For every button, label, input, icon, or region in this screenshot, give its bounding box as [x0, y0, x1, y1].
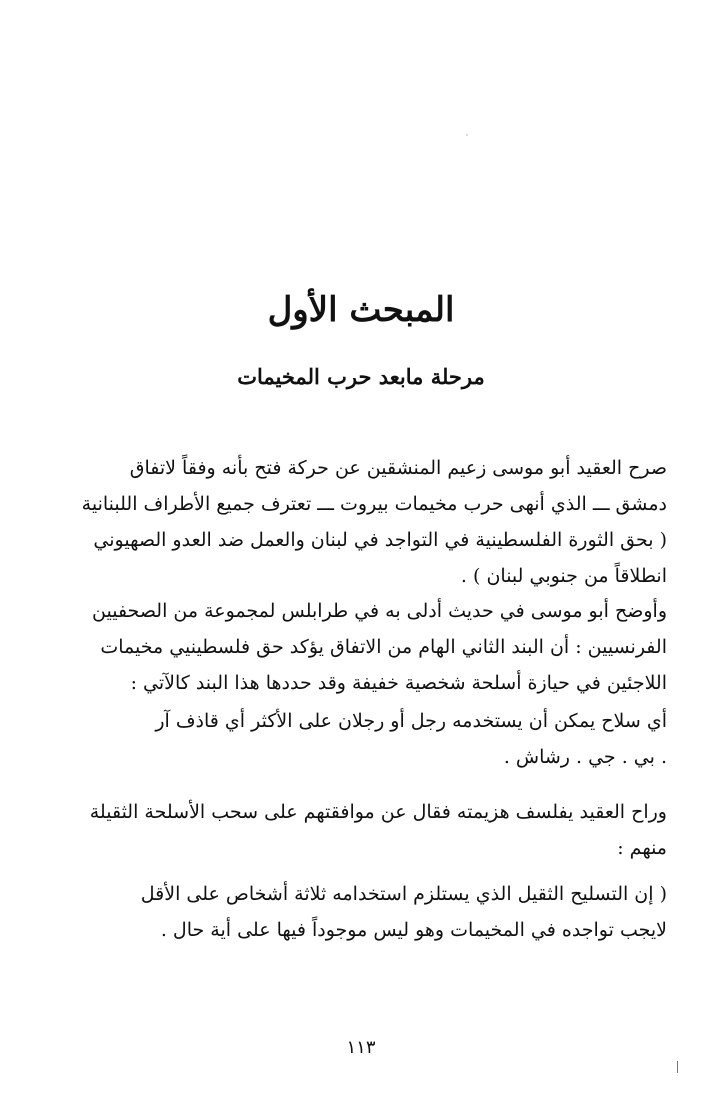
text-line: انطلاقاً من جنوبي لبنان ) .	[460, 565, 667, 587]
paragraph-5	[47, 876, 667, 948]
text-line: صرح العقيد أبو موسى زعيم المنشقين عن حركة فتح بأنه وفقاً لاتفاق	[129, 457, 667, 479]
section-title: المبحث الأول	[267, 290, 455, 330]
text-line: اللاجئين في حيازة أسلحة شخصية خفيفة وقد حددها هذا البند كالآتي :	[130, 672, 667, 694]
text-line: . بي . جي . رشاش .	[503, 746, 667, 768]
text-line: ( بحق الثورة الفلسطينية في التواجد في لبنان والعمل ضد العدو الصهيوني	[93, 529, 667, 551]
paragraph-2	[47, 593, 667, 701]
text-line: الفرنسيين : أن البند الثاني الهام من الاتفاق يؤكد حق فلسطينيي مخيمات	[100, 636, 667, 658]
text-line: ( إن التسليح الثقيل الذي يستلزم استخدامه ثلاثة أشخاص على الأقل	[140, 883, 667, 905]
text-line: أي سلاح يمكن أن يستخدمه رجل أو رجلان على الأكثر أي قاذف آر	[155, 710, 667, 732]
section-subtitle: مرحلة مابعد حرب المخيمات	[237, 364, 485, 389]
margin-mark	[677, 1061, 678, 1073]
text-line: وراح العقيد يفلسف هزيمته فقال عن موافقتهم على سحب الأسلحة الثقيلة	[89, 801, 667, 823]
paragraph-1	[47, 450, 667, 594]
paragraph-4	[47, 794, 667, 866]
paragraph-3	[47, 703, 667, 775]
text-line: وأوضح أبو موسى في حديث أدلى به في طرابلس لمجموعة من الصحفيين	[92, 600, 667, 622]
text-line: منهم :	[617, 837, 667, 859]
text-line: دمشق ـــ الذي أنهى حرب مخيمات بيروت ـــ تعترف جميع الأطراف اللبنانية	[81, 493, 667, 515]
scan-speck	[466, 134, 468, 136]
page-number: ١١٣	[346, 1037, 376, 1058]
text-line: لايجب تواجده في المخيمات وهو ليس موجوداً فيها على أية حال .	[160, 919, 667, 941]
